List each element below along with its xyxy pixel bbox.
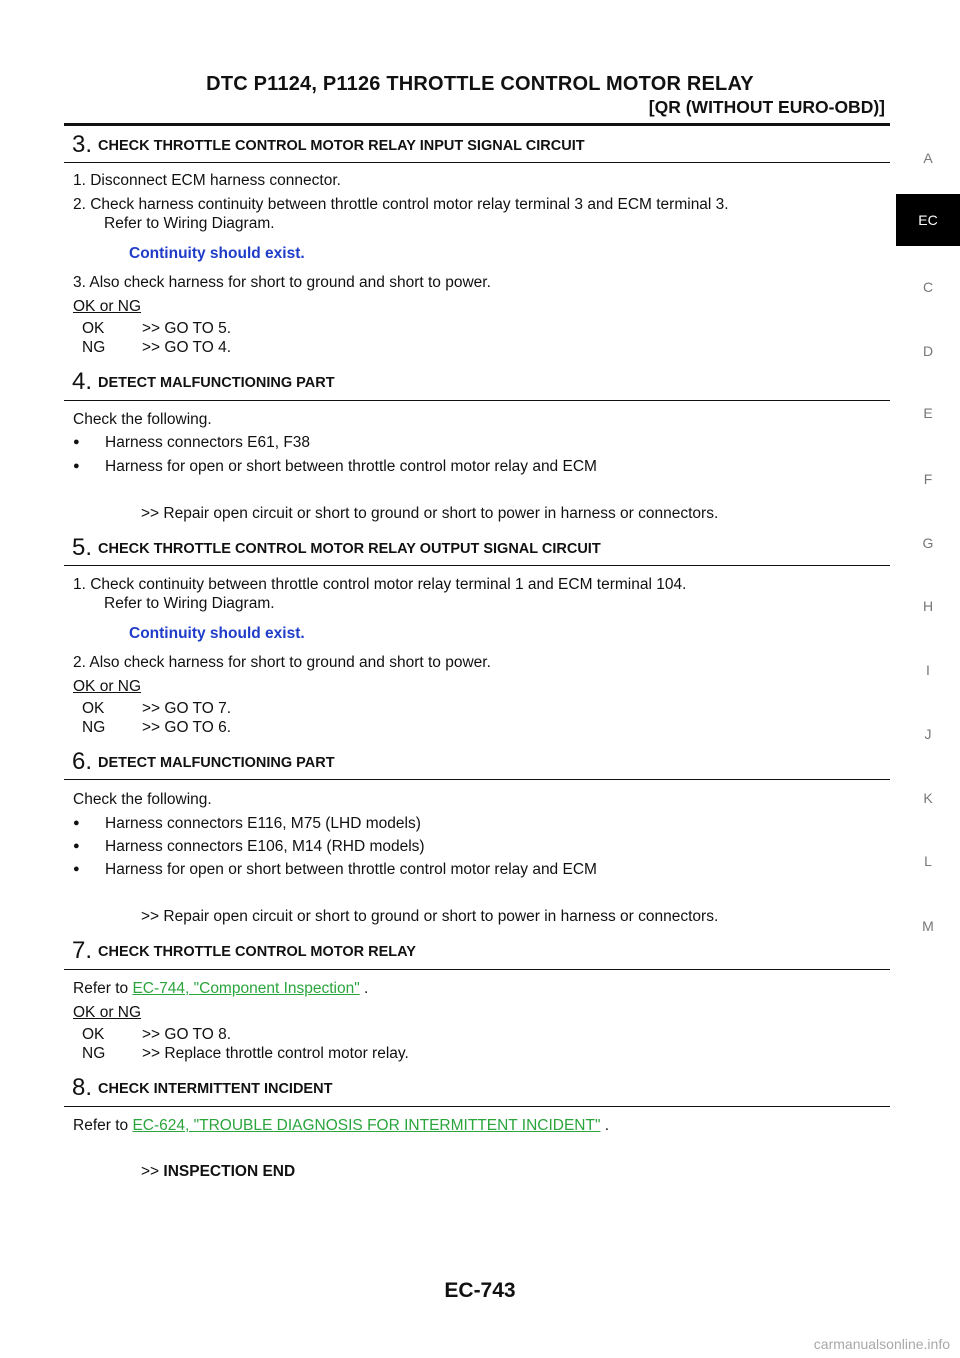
result-key: OK [82, 1026, 105, 1043]
step-number: 3. [72, 131, 93, 158]
refer-period: . [604, 1117, 610, 1134]
step-number: 7. [72, 937, 93, 964]
page-title: DTC P1124, P1126 THROTTLE CONTROL MOTOR RELAY [206, 73, 754, 95]
step-6-heading [72, 748, 335, 776]
step-number: 8. [72, 1074, 93, 1101]
ok-ng-label: OK or NG [73, 298, 142, 315]
step-8-heading [72, 1074, 332, 1102]
intermittent-incident-link[interactable]: EC-624, "TROUBLE DIAGNOSIS FOR INTERMITTENT INCIDENT" [132, 1117, 601, 1134]
step-5-line-1b: Refer to Wiring Diagram. [104, 595, 275, 612]
spec-note: Continuity should exist. [129, 625, 305, 642]
bullet-text: Harness for open or short between throttle control motor relay and ECM [105, 458, 597, 475]
step-4-intro: Check the following. [73, 411, 212, 428]
ok-ng-label: OK or NG [73, 1004, 142, 1021]
step-5-line-1: 1. Check continuity between throttle control motor relay terminal 1 and ECM terminal 104. [73, 576, 687, 593]
result-key: OK [82, 320, 105, 337]
result-ng [82, 338, 231, 357]
component-inspection-link[interactable]: EC-744, "Component Inspection" [132, 980, 360, 997]
step-6-bullet-2 [73, 837, 425, 856]
step-rule [64, 779, 890, 780]
step-rule [64, 162, 890, 163]
refer-text: Refer to [73, 980, 129, 997]
step-title: CHECK THROTTLE CONTROL MOTOR RELAY INPUT SIGNAL CIRCUIT [98, 138, 585, 154]
step-6-bullet-1 [73, 814, 421, 833]
step-6-bullet-3 [73, 860, 597, 879]
result-ng [82, 718, 231, 737]
step-rule [64, 1106, 890, 1107]
watermark: carmanualsonline.info [813, 1336, 950, 1352]
result-ok [82, 699, 231, 718]
sidebar-tab-i[interactable]: I [926, 662, 930, 678]
spec-note: Continuity should exist. [129, 245, 305, 262]
sidebar-tab-k[interactable]: K [923, 790, 933, 806]
step-6-result: >> Repair open circuit or short to ground or short to power in harness or connectors. [141, 908, 719, 925]
inspection-end: INSPECTION END [163, 1163, 296, 1180]
bullet-text: Harness connectors E116, M75 (LHD models) [105, 815, 421, 832]
step-8-refer [73, 1116, 609, 1135]
bullet-icon: ● [73, 817, 80, 829]
result-ng [82, 1044, 409, 1063]
bullet-text: Harness for open or short between throttle control motor relay and ECM [105, 861, 597, 878]
step-title: DETECT MALFUNCTIONING PART [98, 755, 335, 771]
sidebar-tab-e[interactable]: E [923, 405, 933, 421]
sidebar-tab-f[interactable]: F [923, 471, 933, 487]
sidebar-tab-d[interactable]: D [922, 343, 934, 359]
refer-period: . [364, 980, 369, 997]
page-subtitle: [QR (WITHOUT EURO-OBD)] [648, 97, 885, 117]
step-rule [64, 400, 890, 401]
sidebar-tab-j[interactable]: J [924, 726, 932, 742]
step-4-bullet-1 [73, 433, 310, 452]
step-7-refer [73, 979, 368, 998]
step-rule [64, 969, 890, 970]
result-value: >> GO TO 5. [142, 320, 232, 337]
page-number: EC-743 [444, 1279, 516, 1302]
step-title: CHECK THROTTLE CONTROL MOTOR RELAY [98, 944, 416, 960]
step-5-line-2: 2. Also check harness for short to ground and short to power. [73, 654, 491, 671]
result-ok [82, 319, 231, 338]
step-3-line-2b: Refer to Wiring Diagram. [104, 215, 275, 232]
bullet-icon: ● [73, 460, 80, 472]
step-number: 6. [72, 748, 93, 775]
result-key: OK [82, 700, 105, 717]
result-value: >> Replace throttle control motor relay. [142, 1045, 409, 1062]
step-3-line-1: 1. Disconnect ECM harness connector. [73, 172, 341, 189]
sidebar-tab-m[interactable]: M [922, 918, 934, 934]
result-key: NG [82, 1045, 106, 1062]
step-number: 4. [72, 368, 93, 395]
step-3-line-3: 3. Also check harness for short to ground and short to power. [73, 274, 491, 291]
step-3-heading [72, 131, 585, 159]
step-title: CHECK INTERMITTENT INCIDENT [98, 1081, 333, 1097]
bullet-icon: ● [73, 863, 80, 875]
sidebar-tab-ec[interactable]: EC [896, 194, 960, 246]
step-8-result [141, 1162, 295, 1181]
step-4-bullet-2 [73, 457, 597, 476]
sidebar-tab-h[interactable]: H [922, 598, 934, 614]
sidebar-tab-a[interactable]: A [923, 150, 933, 166]
step-4-result: >> Repair open circuit or short to ground or short to power in harness or connectors. [141, 505, 719, 522]
bullet-icon: ● [73, 840, 80, 852]
sidebar-tab-g[interactable]: G [922, 535, 934, 551]
result-ok [82, 1025, 231, 1044]
result-value: >> GO TO 4. [142, 339, 232, 356]
step-6-intro: Check the following. [73, 791, 212, 808]
step-number: 5. [72, 534, 93, 561]
bullet-text: Harness connectors E106, M14 (RHD models) [105, 838, 425, 855]
ok-ng-label: OK or NG [73, 678, 142, 695]
step-3-line-2: 2. Check harness continuity between throttle control motor relay terminal 3 and ECM terminal 3. [73, 196, 729, 213]
bullet-icon: ● [73, 436, 80, 448]
step-7-heading [72, 937, 416, 965]
bullet-text: Harness connectors E61, F38 [105, 434, 311, 451]
result-value: >> GO TO 7. [142, 700, 232, 717]
sidebar-tab-l[interactable]: L [924, 853, 932, 869]
header-rule [64, 123, 890, 126]
result-key: NG [82, 339, 106, 356]
result-value: >> GO TO 8. [142, 1026, 232, 1043]
step-5-heading [72, 534, 601, 562]
step-title: DETECT MALFUNCTIONING PART [98, 375, 335, 391]
result-prefix: >> [141, 1163, 160, 1180]
step-rule [64, 565, 890, 566]
result-value: >> GO TO 6. [142, 719, 232, 736]
step-4-heading [72, 368, 335, 396]
step-title: CHECK THROTTLE CONTROL MOTOR RELAY OUTPUT SIGNAL CIRCUIT [98, 541, 601, 557]
result-key: NG [82, 719, 106, 736]
sidebar-tab-c[interactable]: C [922, 279, 934, 295]
refer-text: Refer to [73, 1117, 129, 1134]
